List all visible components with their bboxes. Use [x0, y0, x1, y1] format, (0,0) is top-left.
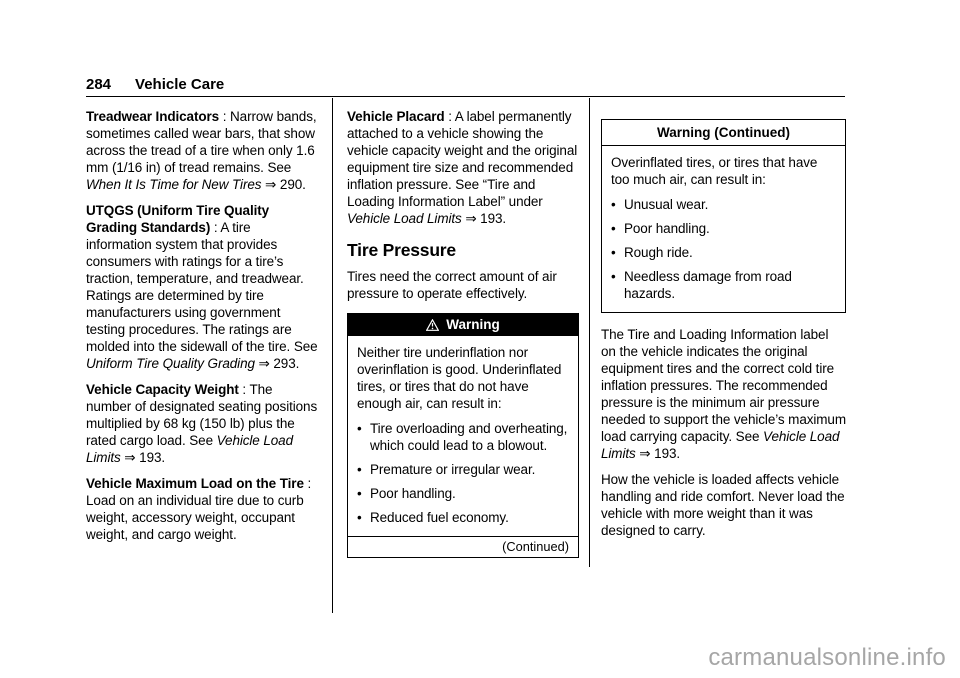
text-segment: When It Is Time for New Tires	[86, 177, 262, 192]
column-2	[347, 108, 579, 571]
warning-triangle-icon	[426, 319, 439, 331]
bullet-text: Rough ride.	[624, 245, 693, 260]
bullet-icon: •	[611, 245, 616, 260]
paragraph	[347, 108, 579, 227]
warning-box-header	[348, 314, 578, 336]
warning-box-title: Warning	[446, 317, 500, 332]
continued-text: (Continued)	[502, 539, 569, 554]
text-segment: Vehicle Capacity Weight	[86, 382, 239, 397]
header-rule	[86, 96, 845, 97]
bullet-text: Premature or irregular wear.	[370, 462, 536, 477]
paragraph	[347, 268, 579, 302]
page-title: Vehicle Care	[135, 76, 225, 93]
bullet-icon: •	[357, 421, 362, 436]
bullet-text: Poor handling.	[370, 486, 456, 501]
text-segment: Vehicle Load Limits	[347, 211, 462, 226]
text-segment: Vehicle Load Limits	[601, 429, 840, 461]
paragraph	[601, 326, 846, 462]
text-segment: : A label permanently attached to a vehicle showing the vehicle capacity weight and the original equipment tire size and recommended inflation pressure. See “Tire and Loading Information Label” under	[347, 109, 578, 209]
text-segment: ⇒ 290.	[261, 177, 306, 192]
bullet-text: Unusual wear.	[624, 197, 709, 212]
warning-box	[601, 119, 846, 313]
paragraph	[601, 471, 846, 539]
bullet-text: Reduced fuel economy.	[370, 510, 509, 525]
text-segment: Treadwear Indicators	[86, 109, 220, 124]
text-segment: Vehicle Load Limits	[86, 433, 293, 465]
warning-box-header	[602, 120, 845, 146]
warning-box-body	[348, 336, 578, 536]
column-divider	[332, 98, 333, 613]
text-segment: Vehicle Placard	[347, 109, 445, 124]
text-segment: : Load on an individual tire due to curb weight, accessory weight, occupant weight, and cargo weight.	[86, 476, 312, 542]
warning-bullet-list	[357, 420, 569, 526]
paragraph	[86, 381, 319, 466]
bullet-item	[357, 420, 569, 454]
text-segment: ⇒ 193.	[635, 446, 681, 461]
bullet-text: Needless damage from road hazards.	[624, 269, 792, 301]
bullet-icon: •	[611, 269, 616, 284]
text-segment: : The number of designated seating positions multiplied by 68 kg (150 lb) plus the rated cargo load. See	[86, 382, 318, 448]
bullet-item	[611, 220, 836, 237]
warning-intro: Overinflated tires, or tires that have too much air, can result in:	[611, 155, 818, 187]
column-1	[86, 108, 319, 552]
section-heading: Tire Pressure	[347, 240, 456, 260]
warning-intro: Neither tire underinflation nor overinflation is good. Underinflated tires, or tires that do not have enough air, can result in:	[357, 345, 562, 411]
column-divider	[589, 98, 590, 567]
page-number: 284	[86, 76, 112, 93]
paragraph	[86, 202, 319, 372]
text-segment: Vehicle Maximum Load on the Tire	[86, 476, 304, 491]
text-segment: : A tire information system that provides consumers with ratings for a tire’s traction, temperature, and treadwear. Ratings are determined by tire manufacturers using government testing procedures. The ratings are molded into the sidewall of the tire. See	[86, 220, 318, 354]
watermark: carmanualsonline.info	[708, 644, 946, 671]
warning-box-body	[602, 146, 845, 312]
text-segment: ⇒ 193.	[120, 450, 166, 465]
text-segment: The Tire and Loading Information label on the vehicle indicates the original equipment tires and the correct cold tire inflation pressures. The recommended pressure is the minimum air pressure needed to support the vehicle’s maximum load carrying capacity. See	[601, 327, 846, 444]
column-3	[601, 108, 846, 548]
bullet-item	[357, 509, 569, 526]
bullet-item	[611, 244, 836, 261]
text-segment: Uniform Tire Quality Grading	[86, 356, 255, 371]
text-segment: How the vehicle is loaded affects vehicle handling and ride comfort. Never load the vehicle with more weight than it was designed to carry.	[601, 472, 845, 538]
bullet-text: Poor handling.	[624, 221, 710, 236]
paragraph	[86, 108, 319, 193]
bullet-item	[357, 485, 569, 502]
bullet-icon: •	[357, 486, 362, 501]
warning-box	[347, 313, 579, 558]
bullet-item	[611, 268, 836, 302]
text-segment: Tires need the correct amount of air pressure to operate effectively.	[347, 269, 557, 301]
text-segment: ⇒ 193.	[461, 211, 507, 226]
bullet-icon: •	[357, 462, 362, 477]
warning-box-title: Warning (Continued)	[657, 125, 790, 140]
bullet-icon: •	[611, 221, 616, 236]
warning-bullet-list	[611, 196, 836, 302]
bullet-icon: •	[611, 197, 616, 212]
bullet-item	[357, 461, 569, 478]
text-segment: : Narrow bands, sometimes called wear bars, that show across the tread of a tire when only 1.6 mm (1/16 in) of tread remains. See	[86, 109, 317, 175]
bullet-text: Tire overloading and overheating, which could lead to a blowout.	[370, 421, 568, 453]
bullet-icon: •	[357, 510, 362, 525]
text-segment: ⇒ 293.	[254, 356, 300, 371]
page-header	[86, 76, 224, 93]
paragraph	[86, 475, 319, 543]
text-segment: UTQGS (Uniform Tire Quality Grading Standards)	[86, 203, 270, 235]
bullet-item	[611, 196, 836, 213]
warning-continued-label	[348, 536, 578, 557]
